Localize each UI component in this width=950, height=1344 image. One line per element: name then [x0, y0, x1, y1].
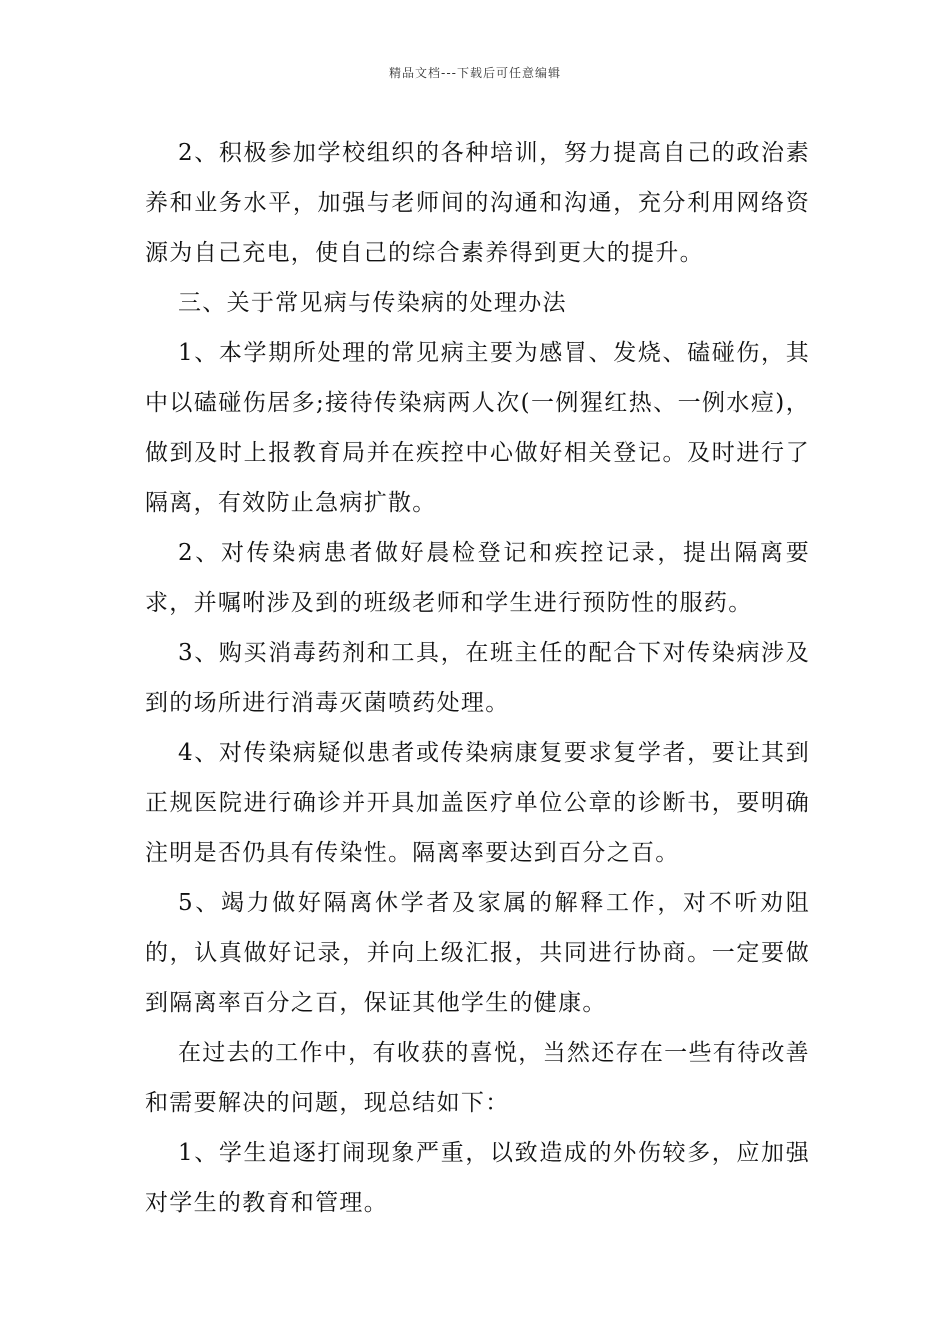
paragraph-return-to-school: 4、对传染病疑似患者或传染病康复要求复学者，要让其到正规医院进行确诊并开具加盖医疗单位公章的诊断书，要明确注明是否仍具有传染性。隔离率要达到百分之百。 [145, 740, 810, 866]
document-body [145, 128, 810, 1228]
paragraph-injury-issue: 1、学生追逐打闹现象严重，以致造成的外伤较多，应加强对学生的教育和管理。 [145, 1140, 810, 1216]
page-header: 精品文档---下载后可任意编辑 [389, 66, 561, 80]
paragraph-isolation: 5、竭力做好隔离休学者及家属的解释工作，对不听劝阻的，认真做好记录，并向上级汇报，共同进行协商。一定要做到隔离率百分之百，保证其他学生的健康。 [145, 890, 810, 1016]
paragraph-training: 2、积极参加学校组织的各种培训，努力提高自己的政治素养和业务水平，加强与老师间的沟通和沟通，充分利用网络资源为自己充电，使自己的综合素养得到更大的提升。 [145, 140, 810, 266]
paragraph-disinfection: 3、购买消毒药剂和工具，在班主任的配合下对传染病涉及到的场所进行消毒灭菌喷药处理。 [145, 640, 810, 716]
section-heading: 三、关于常见病与传染病的处理办法 [178, 290, 567, 316]
paragraph-summary-intro: 在过去的工作中，有收获的喜悦，当然还存在一些有待改善和需要解决的问题，现总结如下： [145, 1040, 810, 1116]
paragraph-common-illness: 1、本学期所处理的常见病主要为感冒、发烧、磕碰伤，其中以磕碰伤居多;接待传染病两人次(一例猩红热、一例水痘)，做到及时上报教育局并在疾控中心做好相关登记。及时进行了隔离，有效防止急病扩散。 [145, 340, 810, 516]
paragraph-morning-check: 2、对传染病患者做好晨检登记和疾控记录，提出隔离要求，并嘱咐涉及到的班级老师和学生进行预防性的服药。 [145, 540, 810, 616]
